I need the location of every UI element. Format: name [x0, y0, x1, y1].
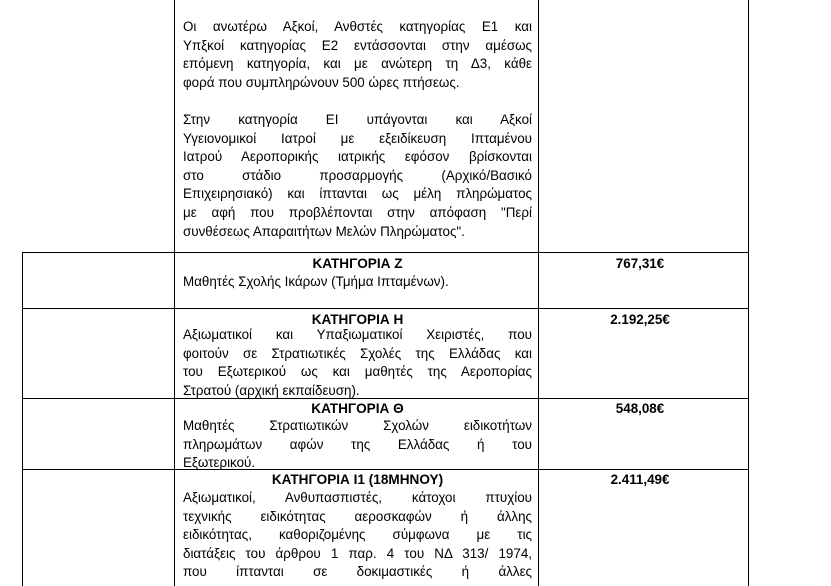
- row-description-theta: [183, 417, 532, 473]
- text-line: φορά που συμπληρώνουν 500 ώρες πτήσεως.: [183, 74, 460, 90]
- text-line: Μαθητές Στρατιωτικών Σχολών ειδικοτήτων: [183, 418, 532, 433]
- text-line: Υπξκοί κατηγορίας Ε2 εντάσσονται στην αμέσως: [183, 37, 532, 53]
- row-divider-z: [22, 308, 748, 309]
- text-line: στο στάδιο προσαρμογής (Αρχικό/Βασικό: [183, 167, 532, 183]
- amount-i1: 2.411,49€: [610, 472, 670, 487]
- column-divider-1: [174, 0, 175, 586]
- text-line: ειδικότητας, καθοριζομένης σύμφωνα με τις: [183, 527, 532, 543]
- text-line: Στρατού (αρχική εκπαίδευση).: [183, 382, 360, 398]
- text-line: Υγειονομικοί Ιατροί με εξειδίκευση Ιπταμένου: [183, 130, 532, 146]
- amount-h: 2.192,25€: [610, 312, 670, 327]
- text-line: διατάξεις του άρθρου 1 παρ. 4 του ΝΔ 313/ 1974,: [183, 545, 532, 561]
- text-line: Επιχειρησιακό) και ίπτανται ως μέλη πληρώματος: [183, 186, 532, 202]
- table-right-border: [748, 0, 749, 586]
- category-heading-h: ΚΑΤΗΓΟΡΙΑ Η: [311, 312, 404, 327]
- top-paragraph-1: [183, 18, 532, 92]
- text-line: Εξωτερικού.: [183, 455, 256, 471]
- text-line: Οι ανωτέρω Αξκοί, Ανθστές κατηγορίας Ε1 και: [183, 19, 532, 34]
- text-line: συνθέσεως Απαραιτήτων Μελών Πληρώματος".: [183, 223, 465, 239]
- amount-z: 767,31€: [615, 256, 665, 271]
- text-line: Αξιωματικοί και Υπαξιωματικοί Χειριστές, που: [183, 327, 532, 342]
- text-line: φοιτούν σε Στρατιωτικές Σχολές της Ελλάδας και: [183, 345, 532, 361]
- top-paragraph-2: [183, 111, 532, 241]
- text-line: με αφή που προβλέπονται στην απόφαση "Περί: [183, 204, 532, 220]
- category-heading-i1: ΚΑΤΗΓΟΡΙΑ Ι1 (18ΜΗΝΟΥ): [271, 472, 444, 487]
- text-line: Μαθητές Σχολής Ικάρων (Τμήμα Ιπταμένων).: [183, 274, 449, 289]
- category-heading-z: ΚΑΤΗΓΟΡΙΑ Ζ: [312, 256, 403, 271]
- text-line: Αξιωματικοί, Ανθυπασπιστές, κάτοχοι πτυχίου: [183, 490, 532, 505]
- row-description-h: [183, 326, 532, 400]
- row-description-z: [183, 273, 532, 292]
- text-line: τεχνικής ειδικότητας αεροσκαφών ή άλλης: [183, 508, 532, 524]
- text-line: Στην κατηγορία ΕΙ υπάγονται και Αξκοί: [183, 112, 532, 127]
- text-line: πληρωμάτων αφών της Ελλάδας ή του: [183, 436, 532, 452]
- amount-theta: 548,08€: [615, 401, 665, 416]
- row-description-i1: [183, 489, 532, 582]
- column-divider-2: [538, 0, 539, 586]
- category-heading-theta: ΚΑΤΗΓΟΡΙΑ Θ: [311, 401, 404, 416]
- text-line: Ιατρού Αεροπορικής ιατρικής εφόσον βρίσκονται: [183, 149, 532, 165]
- text-line: που ίπτανται σε δοκιμαστικές ή άλλες: [183, 564, 532, 580]
- row-divider-top-section: [22, 252, 748, 253]
- table-left-border: [22, 252, 23, 586]
- text-line: επόμενη κατηγορία, και με ανώτερη τη Δ3, κάθε: [183, 56, 532, 72]
- text-line: του Εξωτερικού ως και μαθητές της Αεροπορίας: [183, 364, 532, 380]
